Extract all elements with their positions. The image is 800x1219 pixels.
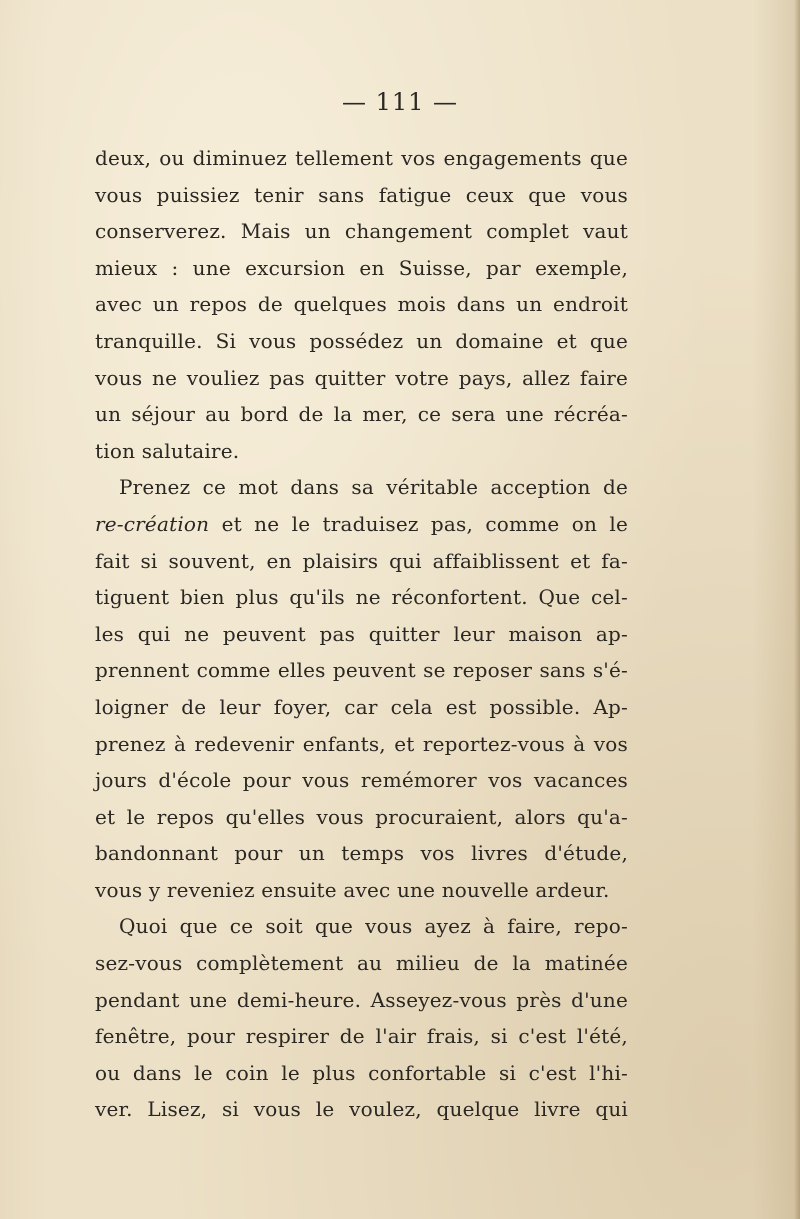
text-line: prenez à redevenir enfants, et reportez-vous à vos (95, 731, 628, 756)
text-line: fait si souvent, en plaisirs qui affaiblissent et fa- (95, 548, 628, 573)
text-line: pendant une demi-heure. Asseyez-vous près d'une (95, 987, 628, 1012)
text-line: fenêtre, pour respirer de l'air frais, si c'est l'été, (95, 1024, 628, 1049)
text-line: deux, ou diminuez tellement vos engagements que (95, 146, 628, 170)
page-number: — 111 — (341, 88, 459, 116)
text-line-with-italic (95, 506, 628, 543)
text-line: prennent comme elles peuvent se reposer sans s'é- (95, 658, 628, 683)
text-line: tranquille. Si vous possédez un domaine et que (95, 328, 628, 353)
body-text (95, 140, 628, 1128)
text-line: vous puissiez tenir sans fatigue ceux que vous (95, 182, 628, 207)
paragraph-start-line: Quoi que ce soit que vous ayez à faire, repo- (119, 914, 628, 939)
text-line: mieux : une excursion en Suisse, par exemple, (95, 255, 628, 280)
text-line: bandonnant pour un temps vos livres d'étude, (95, 841, 628, 866)
text-line: et le repos qu'elles vous procuraient, alors qu'a- (95, 804, 628, 829)
text-line: ou dans le coin le plus confortable si c'est l'hi- (95, 1060, 628, 1085)
text-line-continuation: et ne le traduisez pas, comme on le (221, 511, 628, 536)
page-edge-shadow (794, 0, 800, 1219)
text-line: les qui ne peuvent pas quitter leur maison ap- (95, 621, 628, 646)
text-line: ver. Lisez, si vous le voulez, quelque livre qui (95, 1097, 628, 1122)
paragraph-end-line: tion salutaire. (95, 438, 240, 463)
paragraph-start-line: Prenez ce mot dans sa véritable acception de (119, 475, 628, 500)
paragraph-end-line: vous y reveniez ensuite avec une nouvelle ardeur. (95, 877, 610, 902)
text-line: tiguent bien plus qu'ils ne réconfortent. Que cel- (95, 585, 628, 610)
text-line: avec un repos de quelques mois dans un endroit (95, 292, 628, 317)
text-line: sez-vous complètement au milieu de la matinée (95, 951, 628, 976)
text-line: conserverez. Mais un changement complet vaut (95, 219, 628, 244)
text-line: un séjour au bord de la mer, ce sera une récréa- (95, 402, 628, 427)
text-line: vous ne vouliez pas quitter votre pays, allez faire (95, 365, 628, 390)
text-line: loigner de leur foyer, car cela est possible. Ap- (95, 694, 628, 719)
text-line: jours d'école pour vous remémorer vos vacances (95, 768, 628, 793)
italic-term: re-création (95, 511, 210, 536)
